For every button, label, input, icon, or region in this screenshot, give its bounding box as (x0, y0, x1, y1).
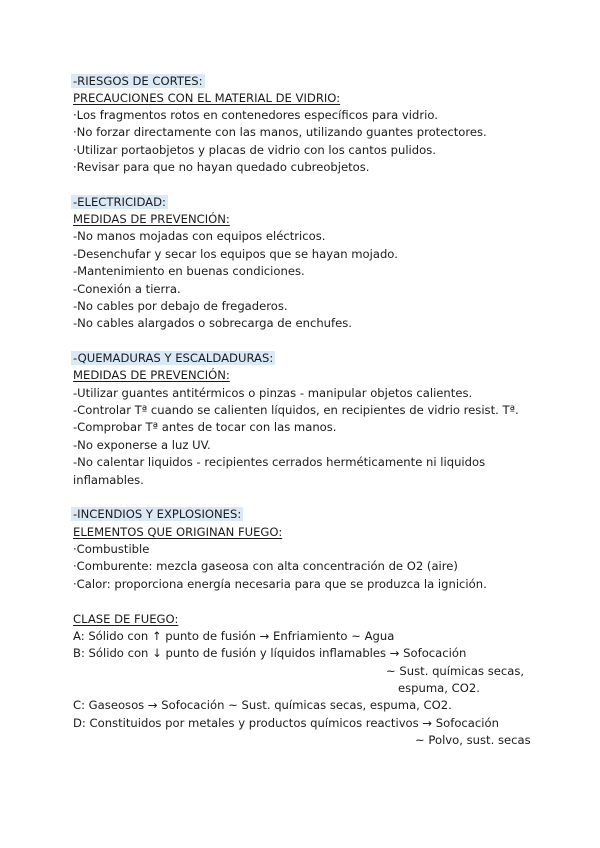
list-item: -No exponerse a luz UV. (73, 438, 211, 452)
fire-classes-title: CLASE DE FUEGO: (73, 612, 179, 626)
list-item: -No manos mojadas con equipos eléctricos. (73, 229, 326, 243)
list-item: -No calentar liquidos - recipientes cerrados herméticamente ni liquidos (73, 455, 486, 469)
list-item: -Conexión a tierra. (73, 282, 181, 296)
list-item: -No cables alargados o sobrecarga de enchufes. (73, 316, 352, 330)
list-item: -Mantenimiento en buenas condiciones. (73, 264, 305, 278)
list-item: ·Los fragmentos rotos en contenedores específicos para vidrio. (73, 108, 438, 122)
subheading-elementos-fuego: ELEMENTOS QUE ORIGINAN FUEGO: (73, 525, 283, 539)
section-heading-quemaduras (73, 350, 275, 366)
fire-class-line: D: Constituidos por metales y productos químicos reactivos → Sofocación (73, 716, 499, 730)
fire-class-line: ~ Polvo, sust. secas (415, 733, 531, 747)
list-item: -Desenchufar y secar los equipos que se hayan mojado. (73, 247, 398, 261)
fire-class-line: C: Gaseosos → Sofocación ~ Sust. químicas secas, espuma, CO2. (73, 698, 452, 712)
list-item: -Utilizar guantes antitérmicos o pinzas - manipular objetos calientes. (73, 386, 473, 400)
fire-class-line: B: Sólido con ↓ punto de fusión y líquidos inflamables → Sofocación (73, 646, 467, 660)
heading-highlight: -QUEMADURAS Y ESCALDADURAS: (73, 351, 274, 365)
fire-class-line: espuma, CO2. (398, 681, 480, 695)
list-item: ·No forzar directamente con las manos, utilizando guantes protectores. (73, 125, 487, 139)
subheading-medidas-prevencion: MEDIDAS DE PREVENCIÓN: (73, 212, 230, 226)
section-heading-electricidad (73, 194, 168, 210)
list-item: inflamables. (73, 473, 144, 487)
list-item: -No cables por debajo de fregaderos. (73, 299, 288, 313)
list-item: ·Revisar para que no hayan quedado cubreobjetos. (73, 160, 370, 174)
fire-class-line: A: Sólido con ↑ punto de fusión → Enfriamiento ~ Agua (73, 629, 395, 643)
heading-highlight: -RIESGOS DE CORTES: (73, 74, 203, 88)
heading-highlight: -ELECTRICIDAD: (73, 195, 166, 209)
list-item: ·Utilizar portaobjetos y placas de vidrio con los cantos pulidos. (73, 143, 436, 157)
list-item: -Controlar Tª cuando se calienten líquidos, en recipientes de vidrio resist. Tª. (73, 403, 519, 417)
heading-highlight: -INCENDIOS Y EXPLOSIONES: (73, 507, 242, 521)
list-item: ·Comburente: mezcla gaseosa con alta concentración de O2 (aire) (73, 559, 458, 573)
list-item: ·Calor: proporciona energía necesaria para que se produzca la ignición. (73, 577, 487, 591)
subheading-precauciones-vidrio: PRECAUCIONES CON EL MATERIAL DE VIDRIO: (73, 91, 341, 105)
list-item: -Comprobar Tª antes de tocar con las manos. (73, 420, 337, 434)
list-item: ·Combustible (73, 542, 150, 556)
section-heading-incendios (73, 506, 243, 522)
section-heading-cortes (73, 73, 205, 89)
fire-class-line: ~ Sust. químicas secas, (386, 664, 525, 678)
subheading-medidas-prevencion: MEDIDAS DE PREVENCIÓN: (73, 368, 230, 382)
